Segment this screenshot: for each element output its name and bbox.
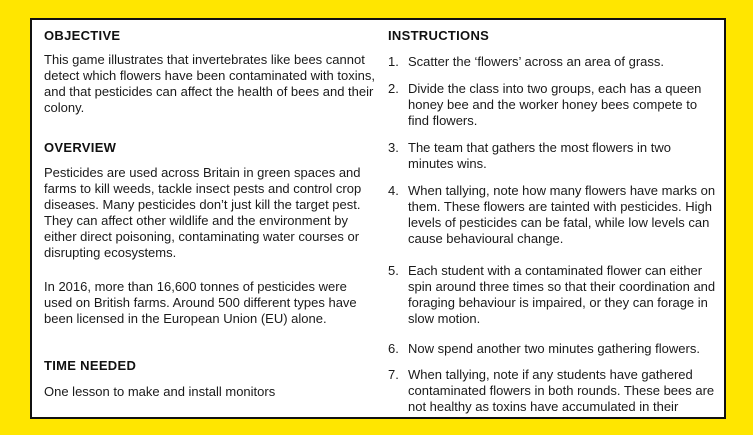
time-needed-heading: TIME NEEDED (44, 358, 137, 373)
instruction-text: Now spend another two minutes gathering flowers. (408, 341, 700, 356)
instruction-item-4 (388, 183, 718, 247)
instruction-item-3 (388, 140, 718, 172)
instruction-text: When tallying, note if any students have gathered contaminated flowers in both rounds. These bees are not healthy as toxins have accumulated in their (408, 367, 715, 414)
objective-heading: OBJECTIVE (44, 28, 121, 43)
instruction-text: Each student with a contaminated flower can either spin around three times so that their coordination and foraging behaviour is impaired, or they can forage in slow motion. (408, 263, 716, 326)
overview-heading: OVERVIEW (44, 140, 117, 155)
instruction-number: 5. (388, 263, 399, 278)
objective-text: This game illustrates that invertebrates like bees cannot detect which flowers have been contaminated with toxins, and that pesticides can affect the health of bees and their colony. (44, 52, 375, 115)
instruction-text: The team that gathers the most flowers in two minutes wins. (408, 140, 672, 171)
instruction-number: 3. (388, 140, 399, 155)
instruction-number: 2. (388, 81, 399, 96)
instruction-item-5 (388, 263, 718, 327)
instructions-heading: INSTRUCTIONS (388, 28, 490, 43)
instruction-text: Divide the class into two groups, each has a queen honey bee and the worker honey bees compete to find flowers. (408, 81, 702, 128)
time-needed-text: One lesson to make and install monitors (44, 384, 276, 399)
instruction-text: Scatter the ‘flowers’ across an area of grass. (408, 54, 665, 69)
instruction-item-6 (388, 341, 718, 357)
instruction-text: When tallying, note how many flowers have marks on them. These flowers are tainted with pesticides. High levels of pesticides can be fatal, while low levels can cause behavioural change. (408, 183, 716, 246)
content-panel (30, 18, 726, 419)
instruction-number: 1. (388, 54, 399, 69)
overview-paragraph-1: Pesticides are used across Britain in green spaces and farms to kill weeds, tackle insect pests and control crop diseases. Many pesticides don’t just kill the target pest. They can affect other wildlife and the environment by either direct poisoning, contaminating water courses or disrupting ecosystems. (44, 165, 362, 260)
overview-paragraph-2: In 2016, more than 16,600 tonnes of pesticides were used on British farms. Around 500 different types have been licensed in the European Union (EU) alone. (44, 279, 357, 326)
instruction-item-7 (388, 367, 718, 415)
instruction-number: 6. (388, 341, 399, 356)
instruction-item-2 (388, 81, 718, 129)
instruction-number: 4. (388, 183, 399, 198)
instruction-item-1 (388, 54, 718, 70)
instruction-number: 7. (388, 367, 399, 382)
